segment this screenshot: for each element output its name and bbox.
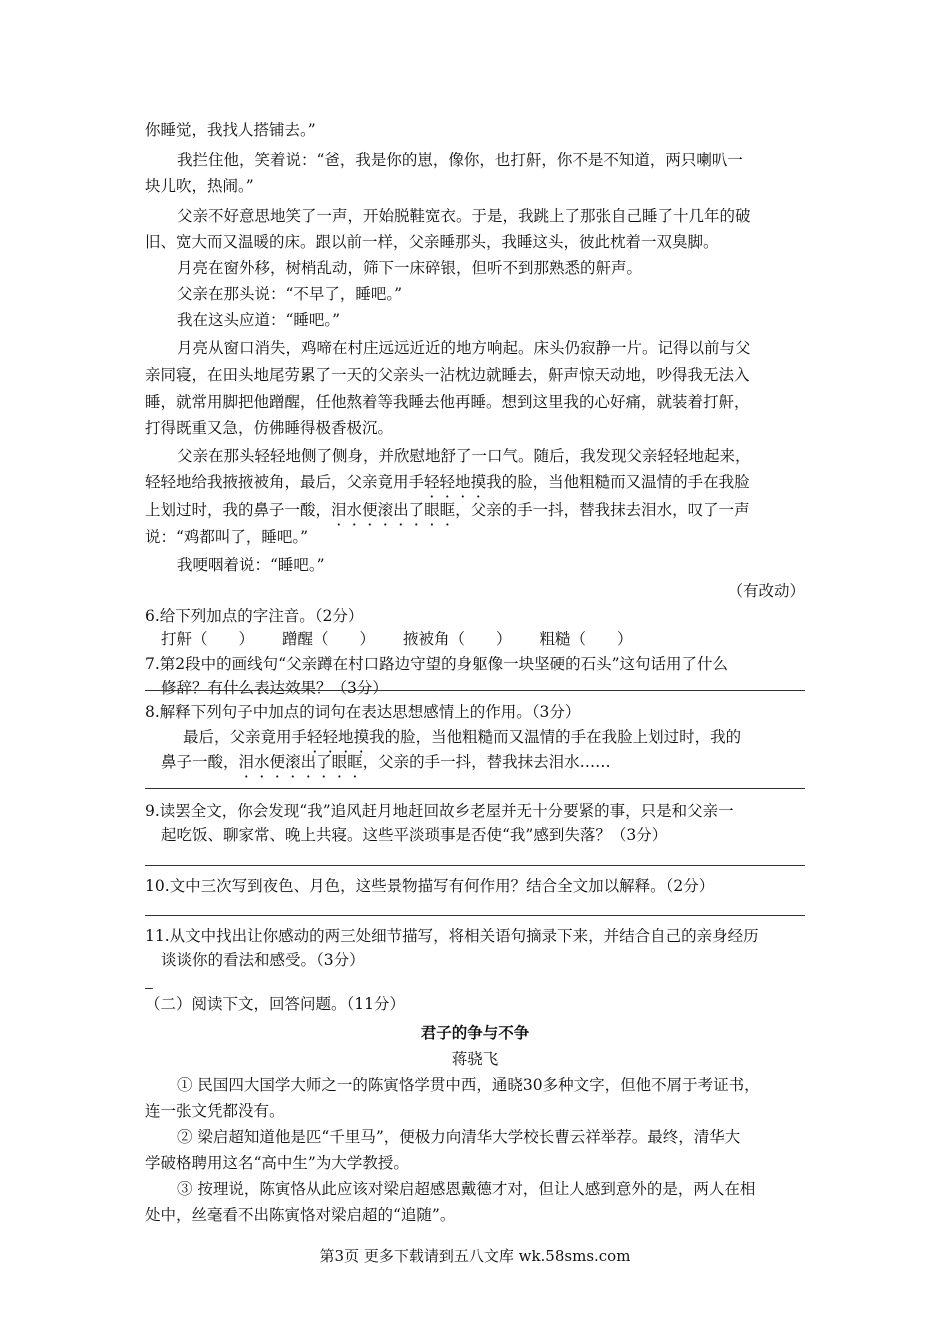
paragraph-line: 连一张文凭都没有。 [145, 1102, 285, 1120]
q6-item: 掖被角（ ） [403, 630, 512, 648]
emphasis-char: 摸 [353, 728, 370, 746]
emphasis-char: 摸 [470, 473, 487, 491]
emphasis-char: 地 [338, 728, 354, 746]
passage-line: 睡，就常用脚把他蹭醒，任他熬着等我睡去他再睡。想到这里我的心好痛，就装着打鼾， [145, 393, 750, 411]
paragraph-line: 学破格聘用这名“高中生”为大学教授。 [145, 1154, 409, 1172]
text-run: 我的脸，当他粗糙而又温情的手在我脸上划过时，我的 [369, 728, 742, 746]
passage-line: 父亲在那头轻轻地侧了侧身，并欣慰地舒了一口气。随后，我发现父亲轻轻地起来， [177, 447, 751, 465]
text-run: 上划过时，我的鼻子一酸， [145, 501, 332, 519]
source-note: （有改动） [727, 582, 805, 600]
emphasis-char: 泪 [238, 753, 255, 771]
emphasis-char: 轻 [439, 473, 456, 491]
q6-item: 打鼾（ ） [161, 630, 255, 648]
dotted-phrase [307, 728, 369, 746]
dotted-phrase [424, 473, 486, 491]
emphasis-char: 眶 [347, 753, 363, 771]
question-9: 9.读罢全文，你会发现“我”追风赶月地赶回故乡老屋并无十分要紧的事，只是和父亲一 [145, 802, 734, 820]
text-run: 我的脸，当他粗糙而又温情的手在我脸 [486, 473, 750, 491]
section-heading: （二）阅读下文，回答问题。（11分） [145, 995, 405, 1013]
emphasis-char: 滚 [285, 753, 301, 771]
emphasis-char: 滚 [377, 501, 394, 519]
answer-line[interactable] [145, 690, 805, 691]
passage-line: 旧、宽大而又温暖的床。跟以前一样，父亲睡那头，我睡这头，彼此枕着一双臭脚。 [145, 233, 719, 251]
answer-line[interactable] [145, 788, 805, 789]
emphasis-char: 眶 [439, 501, 456, 519]
paragraph-line: ① 民国四大国学大师之一的陈寅恪学贯中西，通晓30多种文字，但他不屑于考证书， [177, 1076, 760, 1094]
emphasis-char: 出 [393, 501, 409, 519]
question-7-cont: 修辞？有什么表达效果？（3分） [161, 679, 388, 697]
article-author: 蒋骁飞 [451, 1050, 499, 1068]
article-title: 君子的争与不争 [420, 1023, 530, 1042]
passage-line: 父亲在那头说：“不早了，睡吧。” [177, 285, 403, 303]
passage-line: 块儿吹，热闹。” [145, 177, 254, 195]
passage-line: 说：“鸡都叫了，睡吧。” [145, 528, 309, 546]
page-footer: 第3页 更多下载请到五八文库 wk.58sms.com [319, 1247, 631, 1265]
emphasis-char: 轻 [322, 728, 339, 746]
text-run: 最后，父亲竟用手 [183, 728, 308, 746]
emphasis-char: 泪 [331, 501, 347, 519]
question-6-items [161, 627, 633, 651]
question-8-quote [183, 725, 741, 749]
question-10: 10.文中三次写到夜色、月色，这些景物描写有何作用？结合全文加以解释。（2分） [145, 877, 715, 895]
emphasis-char: 了 [408, 501, 425, 519]
paragraph-line: ③ 按理说，陈寅恪从此应该对梁启超感恩戴德才对，但让人感到意外的是，两人在相 [177, 1180, 756, 1198]
question-7: 7.第2段中的画线句“父亲蹲在村口路边守望的身躯像一块坚硬的石头”这句话用了什么 [145, 655, 729, 673]
passage-line: 打得既重又急，仿佛睡得极香极沉。 [145, 419, 394, 437]
emphasis-char: 水 [254, 753, 270, 771]
paragraph-line: 处中，丝毫看不出陈寅恪对梁启超的“追随”。 [145, 1206, 456, 1224]
emphasis-char: 出 [300, 753, 317, 771]
dotted-phrase [239, 753, 363, 771]
passage-line: 亲同寝，在田头地尾劳累了一天的父亲头一沾枕边就睡去，鼾声惊天动地，吵得我无法入 [145, 366, 750, 384]
question-6: 6.给下列加点的字注音。（2分） [145, 607, 364, 625]
passage-line: 你睡觉，我找人搭铺去。” [145, 121, 316, 139]
dotted-phrase [331, 501, 455, 519]
question-11-cont: 谈谈你的看法和感受。（3分） [161, 951, 365, 969]
emphasis-char: 了 [316, 753, 332, 771]
text-run: 鼻子一酸， [161, 753, 239, 771]
passage-line: 我哽咽着说：“睡吧。” [177, 556, 325, 574]
question-9-cont: 起吃饭、聊家常、晚上共寝。这些平淡琐事是否使“我”感到失落？（3分） [161, 826, 668, 844]
passage-line: 我在这头应道：“睡吧。” [177, 311, 341, 329]
q6-item: 蹭醒（ ） [282, 630, 376, 648]
text-run: ，父亲的手一抖，替我抹去泪水…… [362, 753, 611, 771]
emphasis-char: 水 [346, 501, 363, 519]
passage-line [145, 498, 750, 522]
question-8: 8.解释下列句子中加点的词句在表达思想感情上的作用。（3分） [145, 703, 581, 721]
emphasis-char: 便 [362, 501, 378, 519]
emphasis-char: 便 [269, 753, 286, 771]
passage-line [145, 470, 750, 494]
emphasis-char: 眼 [424, 501, 440, 519]
emphasis-char: 地 [455, 473, 471, 491]
passage-line: 月亮从窗口消失，鸡啼在村庄远远近近的地方响起。床头仍寂静一片。记得以前与父 [177, 339, 751, 357]
answer-line[interactable] [145, 915, 805, 916]
question-8-quote-cont [161, 750, 611, 774]
question-11: 11.从文中找出让你感动的两三处细节描写，将相关语句摘录下来，并结合自己的亲身经历 [145, 927, 759, 945]
answer-line-short[interactable] [145, 988, 153, 989]
emphasis-char: 眼 [331, 753, 348, 771]
q6-item: 粗糙（ ） [539, 630, 633, 648]
passage-line: 月亮在窗外移，树梢乱动，筛下一床碎银，但听不到那熟悉的鼾声。 [177, 259, 643, 277]
passage-line: 父亲不好意思地笑了一声，开始脱鞋宽衣。于是，我跳上了那张自己睡了十几年的破 [177, 207, 751, 225]
emphasis-char: 轻 [424, 473, 440, 491]
passage-line: 我拦住他，笑着说：“爸，我是你的崽，像你，也打鼾，你不是不知道，两只喇叭一 [177, 151, 743, 169]
text-run: ，父亲的手一抖，替我抹去泪水，叹了一声 [455, 501, 750, 519]
answer-line[interactable] [145, 865, 805, 866]
paragraph-line: ② 梁启超知道他是匹“千里马”，便极力向清华大学校长曹云祥举荐。最终，清华大 [177, 1128, 741, 1146]
text-run: 轻轻地给我掖掖被角，最后，父亲竟用手 [145, 473, 425, 491]
emphasis-char: 轻 [307, 728, 323, 746]
